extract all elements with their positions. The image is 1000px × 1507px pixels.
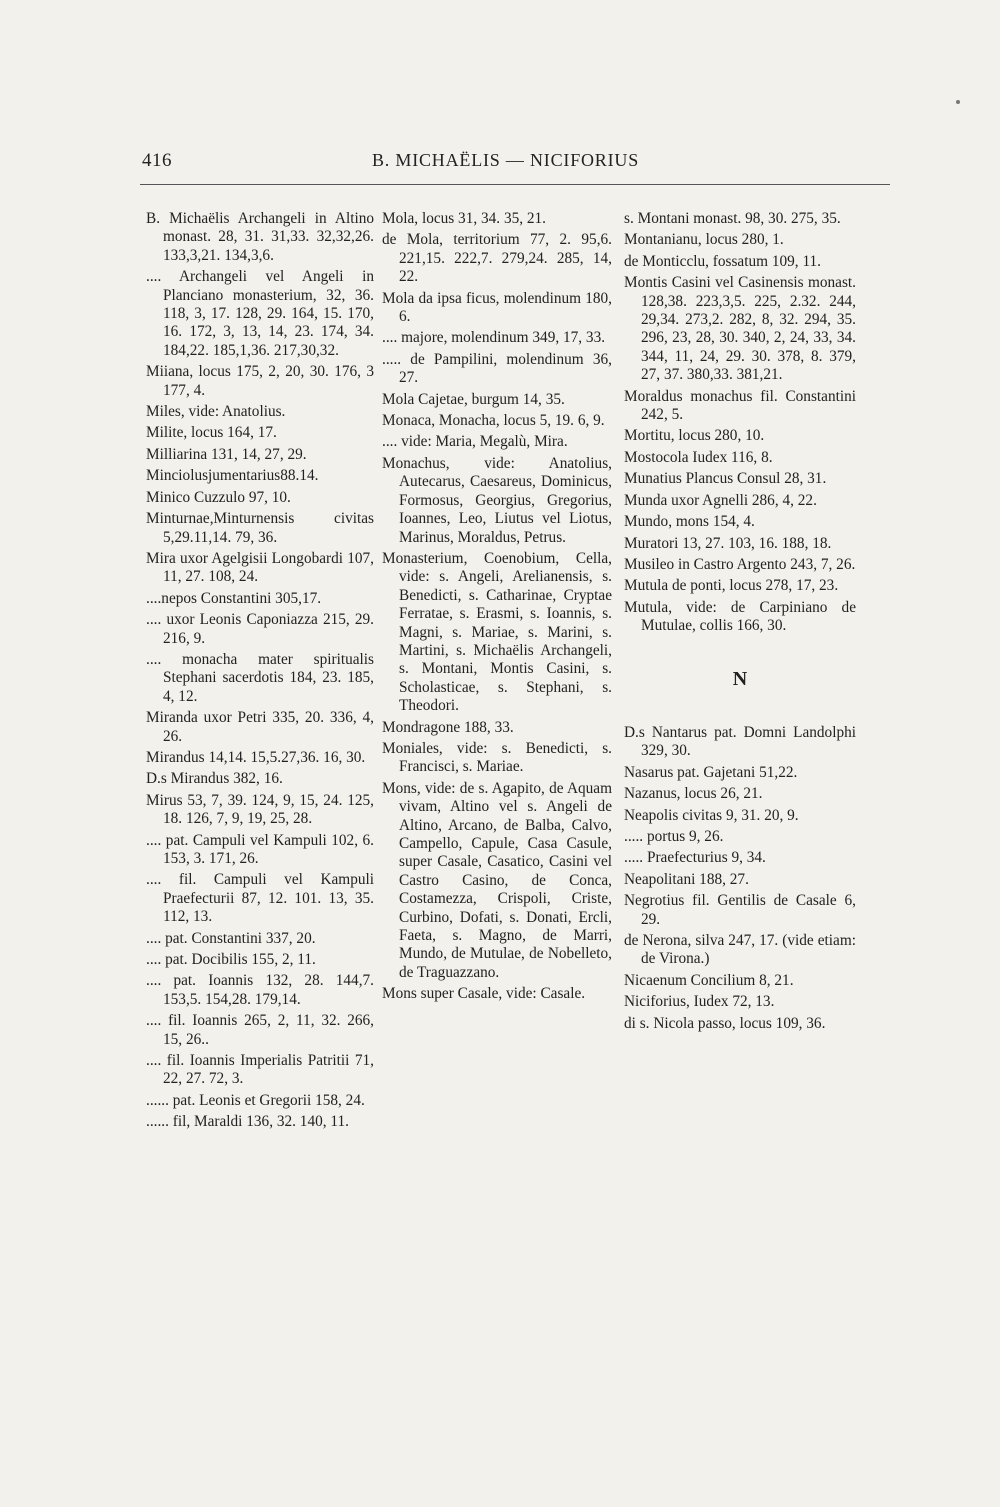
index-entry: Mutula de ponti, locus 278, 17, 23.: [624, 577, 839, 595]
index-entry: Nasarus pat. Gajetani 51,22.: [624, 763, 798, 781]
index-entry: Moniales, vide: s. Benedicti, s. Francisci, s. Mariae.: [382, 739, 612, 776]
index-entry: s. Montani monast. 98, 30. 275, 35.: [624, 210, 841, 227]
index-entry: ...... fil, Maraldi 136, 32. 140, 11.: [146, 1113, 349, 1131]
index-entry: .... pat. Docibilis 155, 2, 11.: [146, 951, 316, 969]
index-entry: Minturnae,Minturnensis civitas 5,29.11,14. 79, 36.: [146, 510, 374, 546]
index-entry: ..... portus 9, 26.: [624, 827, 724, 845]
index-entry: di s. Nicola passo, locus 109, 36.: [624, 1014, 826, 1032]
header-rule: [140, 184, 890, 185]
index-entry: Moraldus monachus fil. Constantini 242, 5.: [624, 387, 856, 424]
index-entry: .... monacha mater spiritualis Stephani sacerdotis 184, 23. 185, 4, 12.: [146, 650, 374, 705]
index-entry: Mons super Casale, vide: Casale.: [382, 985, 586, 1003]
index-entry: .... fil. Ioannis Imperialis Patritii 71, 22, 27. 72, 3.: [146, 1052, 374, 1088]
index-entry: Mola da ipsa ficus, molendinum 180, 6.: [382, 289, 612, 326]
index-entry: Mons, vide: de s. Agapito, de Aquam vivam, Altino vel s. Angeli de Altino, Arcano, de Balba, Calvo, Campello, Capule, Casa Casule, super Casale, Casatico, Casini vel Castro Casino, de Conca, Costamezza, Crispoli, Criste, Curbino, Dofati, s. Donati, Ercli, Faeta, s. Magno, de Marri, Mundo, de Mutulae, de Nobelleto, de Traguazzano.: [382, 779, 612, 981]
index-entry: .... pat. Campuli vel Kampuli 102, 6. 153, 3. 171, 26.: [146, 831, 374, 867]
index-entry: Monachus, vide: Anatolius, Autecarus, Caesareus, Dominicus, Formosus, Georgius, Gregorius, Ioannes, Leo, Liutus vel Liotus, Marinus, Moraldus, Petrus.: [382, 454, 612, 546]
index-entry: Mutula, vide: de Carpiniano de Mutulae, collis 166, 30.: [624, 598, 856, 635]
index-entry: .... pat. Ioannis 132, 28. 144,7. 153,5. 154,28. 179,14.: [146, 972, 374, 1008]
index-entry: Muratori 13, 27. 103, 16. 188, 18.: [624, 534, 832, 552]
index-entry: Musileo in Castro Argento 243, 7, 26.: [624, 555, 856, 573]
index-entry: Mirus 53, 7, 39. 124, 9, 15, 24. 125, 18. 126, 7, 9, 19, 25, 28.: [146, 791, 374, 828]
index-entry: Neapolitani 188, 27.: [624, 870, 749, 888]
index-entry: Montis Casini vel Casinensis monast. 128,38. 223,3,5. 225, 2.32. 244, 29,34. 273,2. 282, 8, 32. 294, 35. 296, 23, 28, 30. 340, 2, 24, 33, 34. 344, 11, 24, 29. 30. 378, 8. 379, 27, 37. 380,33. 381,21.: [624, 274, 856, 384]
index-entry: de Mola, territorium 77, 2. 95,6. 221,15. 222,7. 279,24. 285, 14, 22.: [382, 231, 612, 286]
index-entry: .... vide: Maria, Megalù, Mira.: [382, 433, 568, 451]
index-entry: Milliarina 131, 14, 27, 29.: [146, 445, 307, 463]
index-entry: Monaca, Monacha, locus 5, 19. 6, 9.: [382, 412, 605, 430]
index-column-3: [624, 210, 856, 1036]
index-entry: Minciolusjumentarius88.14.: [146, 467, 319, 485]
index-entry: .... Archangeli vel Angeli in Planciano monasterium, 32, 36. 118, 3, 17. 128, 29. 164, 15. 170, 16. 172, 3, 13, 14, 23. 174, 34. 184,22. 185,1,36. 217,30,32.: [146, 268, 374, 359]
index-entry: Negrotius fil. Gentilis de Casale 6, 29.: [624, 892, 856, 928]
index-entry: Miles, vide: Anatolius.: [146, 403, 286, 421]
index-column-1: [146, 210, 374, 1135]
index-entry: Mola, locus 31, 34. 35, 21.: [382, 210, 547, 227]
index-entry: Munatius Plancus Consul 28, 31.: [624, 470, 827, 488]
index-entry: Mostocola Iudex 116, 8.: [624, 448, 773, 466]
paper-speck: [956, 100, 960, 104]
index-entry: B. Michaëlis Archangeli in Altino monast. 28, 31. 31,33. 32,32,26. 133,3,21. 134,3,6.: [146, 210, 374, 264]
index-entry: de Nerona, silva 247, 17. (vide etiam: de Virona.): [624, 932, 856, 968]
section-letter: N: [732, 667, 748, 690]
index-entry: de Monticclu, fossatum 109, 11.: [624, 252, 821, 270]
index-entry: Montanianu, locus 280, 1.: [624, 231, 784, 249]
index-entry: .... fil. Campuli vel Kampuli Praefecturii 87, 12. 101. 13, 35. 112, 13.: [146, 871, 374, 926]
index-entry: .... uxor Leonis Caponiazza 215, 29. 216, 9.: [146, 611, 374, 647]
index-entry: Miiana, locus 175, 2, 20, 30. 176, 3 177, 4.: [146, 363, 374, 399]
index-entry: Mondragone 188, 33.: [382, 718, 514, 736]
index-entry: Minico Cuzzulo 97, 10.: [146, 488, 291, 506]
index-entry: ..... de Pampilini, molendinum 36, 27.: [382, 350, 612, 387]
page-number: 416: [142, 150, 172, 171]
index-entry: ....nepos Constantini 305,17.: [146, 589, 322, 607]
index-entry: D.s Nantarus pat. Domni Landolphi 329, 30.: [624, 723, 856, 760]
index-column-2: [382, 210, 612, 1007]
page-header: [140, 150, 880, 180]
index-entry: Mortitu, locus 280, 10.: [624, 427, 765, 445]
running-title: B. MICHAËLIS — NICIFORIUS: [372, 150, 640, 170]
index-entry: Mola Cajetae, burgum 14, 35.: [382, 390, 565, 408]
index-entry: Nicaenum Concilium 8, 21.: [624, 971, 794, 989]
index-entry: .... majore, molendinum 349, 17, 33.: [382, 329, 606, 347]
index-entry: Monasterium, Coenobium, Cella, vide: s. Angeli, Arelianensis, s. Benedicti, s. Catharinae, Cryptae Ferratae, s. Erasmi, s. Ioannis, s. Magni, s. Mariae, s. Marini, s. Martini, s. Michaëlis Archangeli, s. Montani, Montis Casini, s. Scholasticae, s. Stephani, s. Theodori.: [382, 549, 612, 715]
index-entry: Neapolis civitas 9, 31. 20, 9.: [624, 806, 799, 824]
index-entry: Miranda uxor Petri 335, 20. 336, 4, 26.: [146, 709, 374, 745]
index-entry: Niciforius, Iudex 72, 13.: [624, 993, 775, 1011]
index-entry: ..... Praefecturius 9, 34.: [624, 849, 766, 867]
index-entry: Milite, locus 164, 17.: [146, 424, 277, 442]
index-entry: Munda uxor Agnelli 286, 4, 22.: [624, 491, 817, 509]
index-entry: .... pat. Constantini 337, 20.: [146, 929, 316, 947]
index-entry: ...... pat. Leonis et Gregorii 158, 24.: [146, 1091, 365, 1109]
index-entry: Mundo, mons 154, 4.: [624, 513, 755, 531]
index-entry: Mirandus 14,14. 15,5.27,36. 16, 30.: [146, 748, 366, 766]
index-entry: Mira uxor Agelgisii Longobardi 107, 11, 27. 108, 24.: [146, 549, 374, 586]
index-entry: .... fil. Ioannis 265, 2, 11, 32. 266, 15, 26..: [146, 1012, 374, 1048]
index-entry: D.s Mirandus 382, 16.: [146, 770, 283, 788]
index-entry: Nazanus, locus 26, 21.: [624, 785, 763, 803]
